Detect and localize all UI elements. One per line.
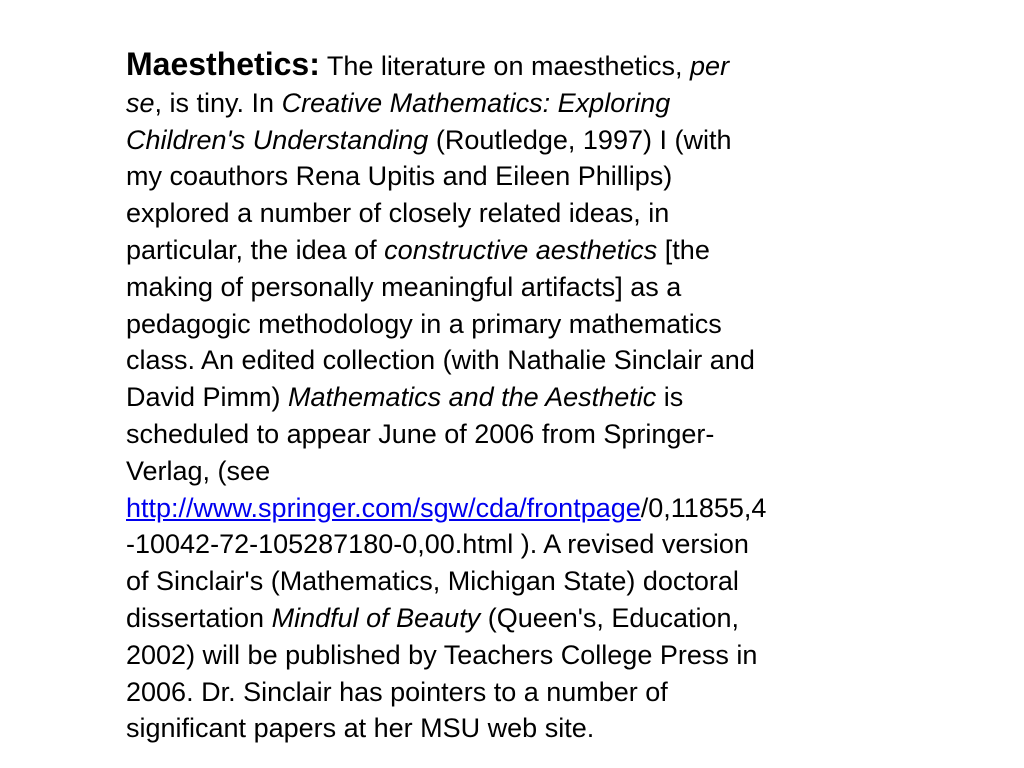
heading: Maesthetics: [126, 46, 320, 82]
italic-title-text: Creative Mathematics: Exploring [281, 87, 671, 118]
paragraph-line [126, 46, 941, 85]
body-text: dissertation [126, 602, 272, 633]
body-text: is [656, 382, 684, 413]
paragraph-line [126, 490, 941, 527]
italic-title-text: Mindful of Beauty [271, 602, 481, 633]
paragraph-line [126, 710, 941, 747]
body-text: making of personally meaningful artifacts] as a [126, 271, 682, 302]
paragraph-line [126, 269, 941, 306]
italic-title-text: per [690, 51, 730, 81]
paragraph-line [126, 85, 941, 122]
italic-title-text: constructive aesthetics [384, 234, 658, 265]
paragraph-line [126, 379, 941, 416]
body-text: The literature on maesthetics, [319, 51, 691, 81]
body-text: of Sinclair's (Mathematics, Michigan State) doctoral [126, 566, 739, 597]
body-text: -10042-72-105287180-0,00.html ). A revised version [126, 529, 749, 560]
body-text: 2002) will be published by Teachers College Press in [126, 639, 758, 670]
paragraph-line [126, 306, 941, 343]
body-text: scheduled to appear June of 2006 from Springer- [126, 418, 715, 449]
italic-title-text: Mathematics and the Aesthetic [288, 382, 657, 413]
paragraph-line [126, 416, 941, 453]
paragraph-line [126, 637, 941, 674]
body-text: [the [657, 234, 710, 265]
paragraph-line [126, 453, 941, 490]
paragraph-line [126, 158, 941, 195]
body-text: (Queen's, Education, [480, 602, 740, 633]
body-text: class. An edited collection (with Nathalie Sinclair and [126, 345, 755, 376]
body-text: (Routledge, 1997) I (with [428, 124, 732, 155]
body-text: 2006. Dr. Sinclair has pointers to a number of [126, 676, 668, 707]
body-text: Verlag, (see [126, 455, 271, 486]
body-text: pedagogic methodology in a primary mathematics [126, 308, 722, 339]
body-text: explored a number of closely related ideas, in [126, 198, 670, 229]
springer-link[interactable]: http://www.springer.com/sgw/cda/frontpage [126, 492, 641, 523]
body-text: significant papers at her MSU web site. [126, 713, 595, 744]
paragraph-line [126, 674, 941, 711]
italic-title-text: Children's Understanding [126, 124, 429, 155]
body-text: my coauthors Rena Upitis and Eileen Phillips) [126, 161, 673, 192]
paragraph-line [126, 232, 941, 269]
paragraph-line [126, 122, 941, 159]
slide-paragraph [126, 46, 941, 747]
paragraph-line [126, 526, 941, 563]
paragraph-line [126, 600, 941, 637]
body-text: David Pimm) [126, 382, 289, 413]
paragraph-line [126, 342, 941, 379]
body-text: particular, the idea of [126, 234, 385, 265]
paragraph-line [126, 563, 941, 600]
body-text: /0,11855,4 [640, 492, 767, 523]
italic-title-text: se [126, 87, 155, 118]
paragraph-line [126, 195, 941, 232]
body-text: , is tiny. In [154, 87, 282, 118]
